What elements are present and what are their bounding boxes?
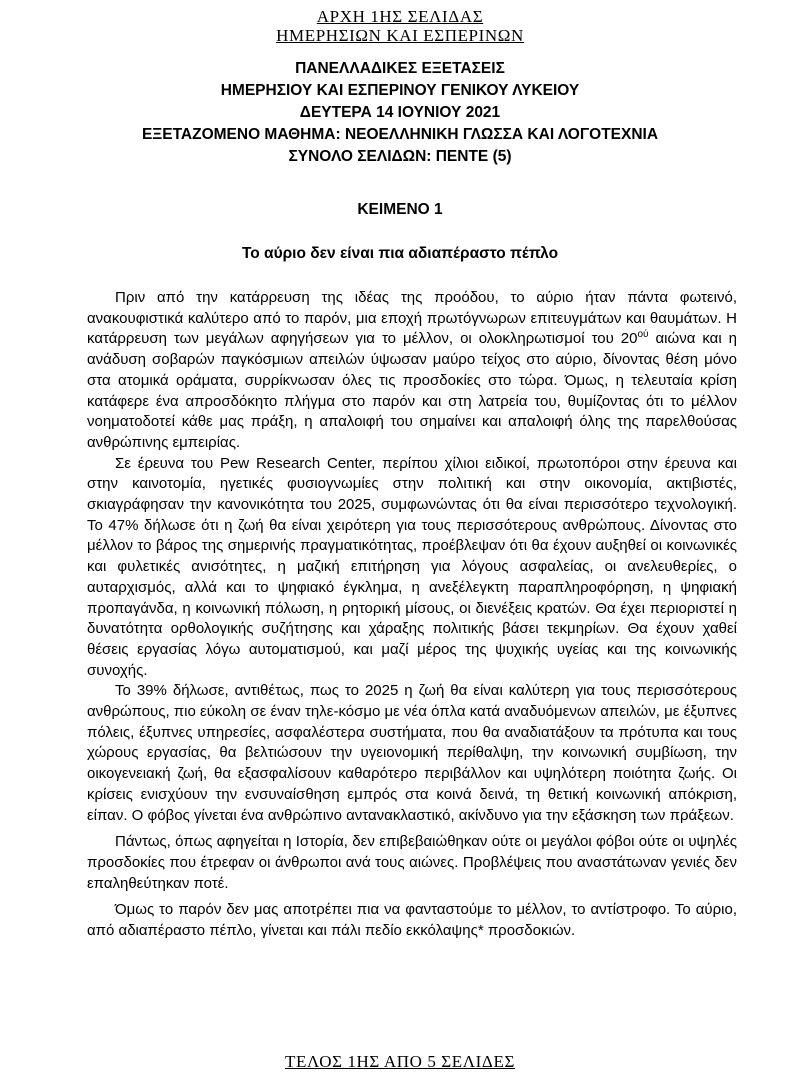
paragraph-3: Το 39% δήλωσε, αντιθέτως, πως το 2025 η ζωή θα είναι καλύτερη για τους περισσότερους ανθρώπους, πιο εύκολη σε έναν τηλε-κόσμο με νέα όπλα κατά αναδυόμενων απειλών, με έξυπνες πόλεις, έξυπνες υπηρεσίες, ασφαλέστερα συστήματα, που θα αναδιατάξουν τα πρότυπα και τους χώρους εργασίας, θα βελτιώσουν την υγειονομική περίθαλψη, την κοινωνική συμβίωση, την οικογενειακή ζωή, θα εξασφαλίσουν καθαρότερο περιβάλλον και υψηλότερη ποιότητα ζωής. Οι κρίσεις ενισχύουν την ενσυναίσθηση εμπρός στα κοινά δεινά, τη θετική κοινωνική απόκριση, είπαν. Ο φόβος γίνεται ένα ανθρώπινο αντανακλαστικό, ακίνδυνο για την εξάσκηση των πράξεων. — [87, 682, 737, 824]
exam-header — [0, 58, 800, 168]
paragraph-1-part-b: αιώνα και η ανάδυση σοβαρών παγκόσμιων απειλών ύψωσαν μαύρο τείχος στο αύριο, δίνοντας θέση μόνο στα ατομικά οράματα, συρρίκνωσαν όλες τις προσδοκίες στο τώρα. Όμως, η τελευταία κρίση κατάφερε ένα απροσδόκητο πλήγμα στο παρόν και στη λατρεία του, θυμίζοντας ότι το μέλλον νοηματοδοτεί κάθε μας πράξη, η απαλοιφή του σημαίνει και απαλοιφή όλης της παρελθούσας ανθρώπινης εμπειρίας. — [87, 330, 738, 451]
paragraph-2: Σε έρευνα του Pew Research Center, περίπου χίλιοι ειδικοί, πρωτοπόροι στην έρευνα και στην καινοτομία, ηγετικές φυσιογνωμίες στην πολιτική και στην οικονομία, ακτιβιστές, σκιαγράφησαν την κανονικότητα του 2025, συμφωνώντας ότι θα είναι περισσότερο τεχνολογική. Το 47% δήλωσε ότι η ζωή θα είναι χειρότερη για τους περισσότερους ανθρώπους. Δίνοντας στο μέλλον το βάρος της σημερινής πραγματικότητας, προέβλεψαν ότι θα έχουν αυξηθεί οι κοινωνικές και φυλετικές ανισότητες, η μαζική επιτήρηση για λόγους ασφαλείας, οι ανελευθερίες, ο αυταρχισμός, αλλά και το ψηφιακό έγκλημα, η ανεξέλεγκτη παραπληροφόρηση, η ψηφιακή προπαγάνδα, η κοινωνική πόλωση, η ρητορική μίσους, οι διενέξεις κρατών. Θα έχει περιοριστεί η δυνατότητα ορθολογικής συζήτησης και χάραξης πολιτικής βάσει τεκμηρίων. Θα έχουν χαθεί θέσεις εργασίας λόγω αυτοματισμού, και μαζί μέρος της ψυχικής υγείας και της κοινωνικής συνοχής. — [87, 454, 737, 679]
ordinal-superscript: ού — [637, 329, 649, 341]
header-line-subject: ΕΞΕΤΑΖΟΜΕΝΟ ΜΑΘΗΜΑ: ΝΕΟΕΛΛΗΝΙΚΗ ΓΛΩΣΣΑ ΚΑΙ ΛΟΓΟΤΕΧΝΙΑ — [141, 126, 659, 143]
text-body — [87, 288, 737, 942]
header-line-pages: ΣΥΝΟΛΟ ΣΕΛΙΔΩΝ: ΠΕΝΤΕ (5) — [288, 148, 512, 165]
paragraph-1 — [87, 288, 737, 454]
text-title: Το αύριο δεν είναι πια αδιαπέραστο πέπλο — [241, 245, 559, 262]
page-end-footer: ΤΕΛΟΣ 1ΗΣ ΑΠΟ 5 ΣΕΛΙΔΕΣ — [285, 1052, 515, 1071]
header-line-school: ΗΜΕΡΗΣΙΟΥ ΚΑΙ ΕΣΠΕΡΙΝΟΥ ΓΕΝΙΚΟΥ ΛΥΚΕΙΟΥ — [220, 82, 580, 99]
paragraph-1-part-a: Πριν από την κατάρρευση της ιδέας της προόδου, το αύριο ήταν πάντα φωτεινό, ανακουφιστικά καλύτερο από το παρόν, μια εποχή πρωτόγνωρων επιτευγμάτων και θαυμάτων. Η κατάρρευση των μεγάλων αφηγήσεων για το μέλλον, οι ολοκληρωτισμοί του 20 — [87, 289, 737, 348]
header-line-date: ΔΕΥΤΕΡΑ 14 ΙΟΥΝΙΟΥ 2021 — [299, 104, 501, 121]
paragraph-5: Όμως το παρόν δεν μας αποτρέπει πια να φανταστούμε το μέλλον, το αντίστροφο. Το αύριο, από αδιαπέραστο πέπλο, γίνεται και πάλι πεδίο εκκόλαψης* προσδοκιών. — [87, 901, 737, 940]
page-start-banner: ΑΡΧΗ 1ΗΣ ΣΕΛΙΔΑΣ — [316, 7, 484, 26]
header-line-exams: ΠΑΝΕΛΛΑΔΙΚΕΣ ΕΞΕΤΑΣΕΙΣ — [295, 60, 505, 77]
paragraph-4: Πάντως, όπως αφηγείται η Ιστορία, δεν επιβεβαιώθηκαν ούτε οι μεγάλοι φόβοι ούτε οι υψηλές προσδοκίες που έτρεφαν οι άνθρωποι ανά τους αιώνες. Προβλέψεις που αναστάτωναν γενιές δεν επαληθεύτηκαν ποτέ. — [87, 833, 737, 892]
exam-type-banner: ΗΜΕΡΗΣΙΩΝ ΚΑΙ ΕΣΠΕΡΙΝΩΝ — [276, 26, 524, 45]
text-label: ΚΕΙΜΕΝΟ 1 — [357, 201, 443, 218]
